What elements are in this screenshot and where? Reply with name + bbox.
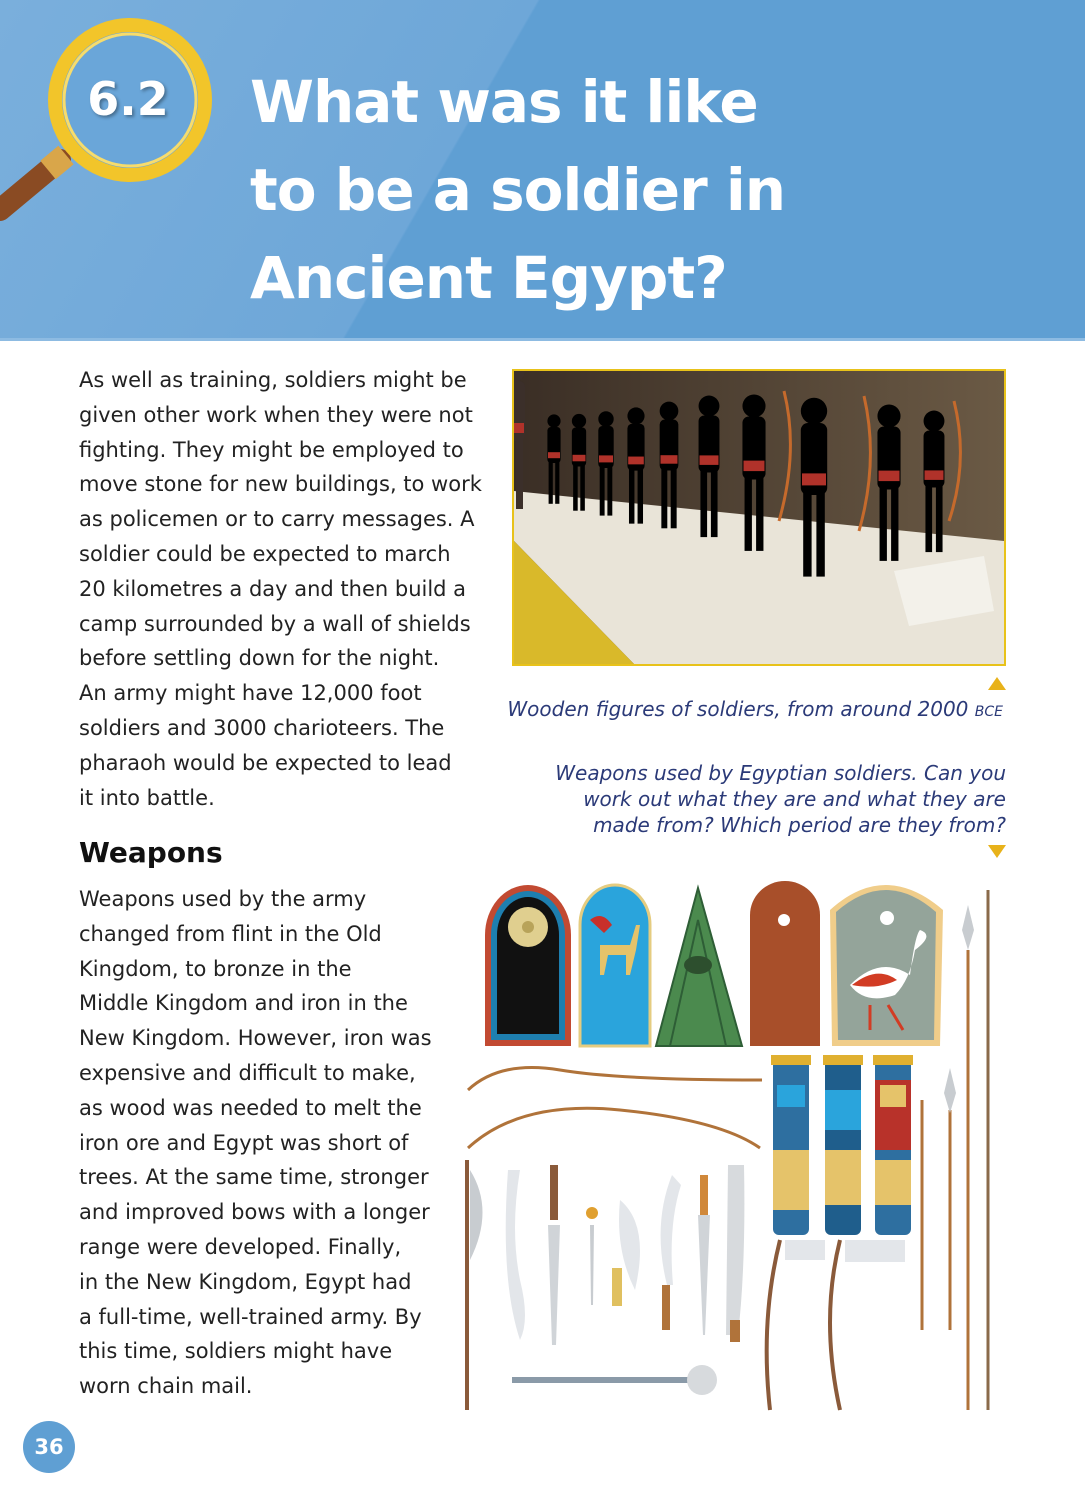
text-line: iron ore and Egypt was short of bbox=[79, 1130, 409, 1155]
text-line: 20 kilometres a day and then build a bbox=[79, 576, 467, 601]
text-line: Middle Kingdom and iron in the bbox=[79, 991, 408, 1016]
intro-paragraph bbox=[79, 363, 482, 815]
weapons-illustration bbox=[460, 870, 1020, 1420]
text-line: worn chain mail. bbox=[79, 1374, 253, 1399]
title-line: What was it like bbox=[250, 68, 758, 136]
text-line: soldiers and 3000 charioteers. The bbox=[79, 715, 445, 740]
text-line: soldier could be expected to march bbox=[79, 541, 451, 566]
text-line: fighting. They might be employed to bbox=[79, 437, 464, 462]
text-line: given other work when they were not bbox=[79, 402, 473, 427]
text-line: Weapons used by the army bbox=[79, 887, 367, 911]
title-line: Ancient Egypt? bbox=[250, 244, 727, 312]
caption-line: Weapons used by Egyptian soldiers. Can you bbox=[555, 761, 1006, 785]
photo-caption bbox=[471, 696, 1003, 725]
text-line: pharaoh would be expected to lead bbox=[79, 750, 452, 775]
caption-pointer-up-icon bbox=[988, 677, 1006, 690]
text-line: it into battle. bbox=[79, 785, 215, 810]
text-line: changed from flint in the Old bbox=[79, 921, 382, 946]
text-line: trees. At the same time, stronger bbox=[79, 1165, 429, 1190]
bow-icon bbox=[468, 1068, 762, 1149]
text-line: As well as training, soldiers might be bbox=[79, 368, 467, 392]
caption-text: Wooden figures of soldiers, from around 2000 bbox=[507, 697, 975, 721]
title-line: to be a soldier in bbox=[250, 156, 786, 224]
text-line: this time, soldiers might have bbox=[79, 1339, 393, 1364]
header-banner bbox=[0, 0, 1085, 341]
text-line: expensive and difficult to make, bbox=[79, 1060, 416, 1085]
weapons-paragraph bbox=[79, 882, 432, 1404]
text-line: range were developed. Finally, bbox=[79, 1234, 402, 1259]
text-line: as policemen or to carry messages. A bbox=[79, 507, 475, 532]
text-line: a full-time, well-trained army. By bbox=[79, 1304, 422, 1329]
caption-pointer-down-icon bbox=[988, 845, 1006, 858]
weapons-caption bbox=[500, 760, 1006, 838]
caption-line: made from? Which period are they from? bbox=[593, 813, 1006, 837]
text-line: before settling down for the night. bbox=[79, 646, 440, 671]
quivers-icon bbox=[771, 1055, 913, 1235]
shield-black-icon bbox=[485, 885, 571, 1046]
caption-era: BCE bbox=[974, 704, 1003, 720]
photo-illustration bbox=[514, 371, 1004, 664]
weapons-heading: Weapons bbox=[79, 836, 223, 869]
text-line: An army might have 12,000 foot bbox=[79, 681, 422, 706]
text-line: and improved bows with a longer bbox=[79, 1200, 430, 1225]
text-line: in the New Kingdom, Egypt had bbox=[79, 1269, 412, 1294]
page-title bbox=[250, 58, 785, 322]
shield-green-icon bbox=[656, 888, 742, 1046]
shield-ibis-icon bbox=[830, 885, 943, 1046]
page-number: 36 bbox=[23, 1421, 75, 1473]
shield-blue-icon bbox=[580, 885, 650, 1046]
text-line: as wood was needed to melt the bbox=[79, 1095, 422, 1120]
text-line: New Kingdom. However, iron was bbox=[79, 1026, 432, 1051]
text-line: Kingdom, to bronze in the bbox=[79, 956, 352, 981]
caption-line: work out what they are and what they are bbox=[583, 787, 1006, 811]
text-line: camp surrounded by a wall of shields bbox=[79, 611, 471, 636]
text-line: move stone for new buildings, to work bbox=[79, 472, 482, 497]
section-number: 6.2 bbox=[87, 72, 169, 126]
shield-brown-icon bbox=[750, 881, 820, 1046]
soldier-figures-photo bbox=[512, 369, 1006, 666]
